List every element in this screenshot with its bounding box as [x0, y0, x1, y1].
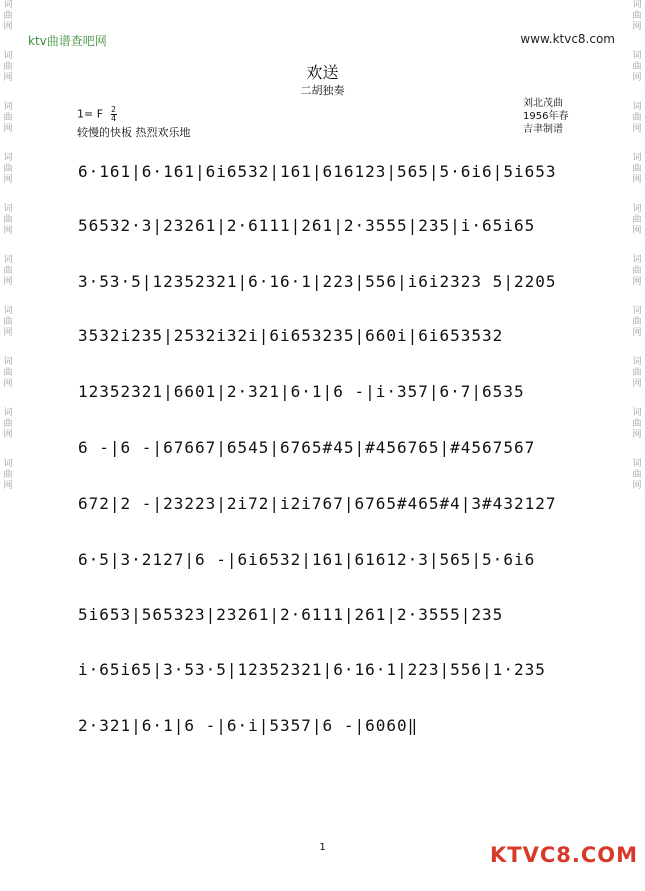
watermark-glyph: 网 [632, 481, 642, 491]
watermark-glyph: 曲 [3, 164, 13, 174]
watermark-glyph: 曲 [632, 164, 642, 174]
watermark-glyph: 网 [3, 277, 13, 287]
watermark-glyph: 网 [3, 22, 13, 32]
watermark-glyph: 词 [632, 102, 642, 112]
composer: 刘北茂曲 [523, 98, 563, 109]
watermark-glyph: 词 [3, 357, 13, 367]
watermark-glyph: 词 [632, 306, 642, 316]
watermark-glyph: 曲 [3, 11, 13, 21]
page-number: 1 [319, 842, 326, 853]
watermark-glyph: 网 [3, 379, 13, 389]
watermark-glyph: 网 [632, 73, 642, 83]
watermark-glyph: 词 [3, 0, 13, 10]
watermark-glyph: 词 [3, 459, 13, 469]
site-url-right: www.ktvc8.com [520, 32, 615, 46]
watermark-glyph: 曲 [632, 11, 642, 21]
watermark-glyph: 曲 [3, 368, 13, 378]
watermark-glyph: 词 [632, 204, 642, 214]
watermark-glyph: 词 [3, 51, 13, 61]
brand-logo: KTVC8.COM [490, 843, 639, 867]
score-title: 欢送 [306, 63, 339, 82]
watermark-glyph: 词 [632, 357, 642, 367]
notation-line-9: 5i653|565323|23261|2·6111|261|2·3555|235 [78, 605, 504, 624]
watermark-glyph: 网 [632, 277, 642, 287]
watermark-glyph: 曲 [632, 113, 642, 123]
watermark-glyph: 曲 [632, 368, 642, 378]
notation-line-6: 6 -|6 -|67667|6545|6765#45|#456765|#4567567 [78, 438, 536, 457]
notation-line-11: 2·321|6·1|6 -|6·i|5357|6 -|6060‖ [78, 716, 419, 735]
watermark-glyph: 曲 [632, 419, 642, 429]
watermark-glyph: 词 [632, 51, 642, 61]
watermark-group [3, 459, 12, 492]
watermark-glyph: 曲 [3, 317, 13, 327]
watermark-group [3, 153, 12, 186]
watermark-glyph: 词 [632, 153, 642, 163]
watermark-glyph: 词 [632, 459, 642, 469]
notation-line-1: 6·161|6·161|6i6532|161|616123|565|5·6i6|5i653 [78, 162, 557, 181]
watermark-glyph: 曲 [3, 215, 13, 225]
watermark-glyph: 网 [3, 226, 13, 236]
watermark-group [3, 255, 12, 288]
watermark-group [3, 102, 12, 135]
watermark-glyph: 词 [632, 408, 642, 418]
watermark-glyph: 词 [632, 0, 642, 10]
notation-line-7: 672|2 -|23223|2i72|i2i767|6765#465#4|3#432127 [78, 494, 557, 513]
key-signature [77, 106, 117, 123]
watermark-glyph: 网 [632, 175, 642, 185]
watermark-glyph: 网 [632, 328, 642, 338]
watermark-group [632, 102, 641, 135]
watermark-group [632, 306, 641, 339]
right-watermark-column [629, 0, 645, 891]
watermark-glyph: 网 [632, 226, 642, 236]
watermark-glyph: 词 [3, 102, 13, 112]
watermark-glyph: 网 [3, 175, 13, 185]
time-signature [111, 106, 117, 123]
watermark-glyph: 网 [632, 124, 642, 134]
watermark-group [632, 255, 641, 288]
watermark-glyph: 网 [632, 22, 642, 32]
watermark-group [3, 408, 12, 441]
watermark-group [3, 204, 12, 237]
watermark-glyph: 网 [3, 328, 13, 338]
watermark-glyph: 曲 [632, 215, 642, 225]
notation-line-10: i·65i65|3·53·5|12352321|6·16·1|223|556|1·235 [78, 660, 546, 679]
watermark-group [3, 357, 12, 390]
watermark-glyph: 曲 [632, 317, 642, 327]
watermark-glyph: 词 [3, 153, 13, 163]
watermark-group [632, 0, 641, 33]
score-subtitle: 二胡独奏 [300, 84, 345, 97]
watermark-glyph: 网 [632, 430, 642, 440]
watermark-glyph: 词 [3, 306, 13, 316]
watermark-glyph: 曲 [3, 266, 13, 276]
watermark-glyph: 曲 [3, 419, 13, 429]
watermark-glyph: 曲 [3, 62, 13, 72]
watermark-glyph: 曲 [3, 113, 13, 123]
watermark-group [632, 408, 641, 441]
watermark-group [632, 459, 641, 492]
watermark-glyph: 词 [3, 255, 13, 265]
watermark-group [3, 0, 12, 33]
watermark-glyph: 曲 [632, 470, 642, 480]
notation-line-3: 3·53·5|12352321|6·16·1|223|556|i6i2323 5|2205 [78, 272, 557, 291]
credits-block [523, 97, 568, 136]
notation-line-8: 6·5|3·2127|6 -|6i6532|161|61612·3|565|5·6i6 [78, 550, 536, 569]
composition-date: 1956年春 [523, 111, 569, 122]
key-label: 1= F [77, 107, 104, 121]
watermark-glyph: 网 [632, 379, 642, 389]
watermark-glyph: 曲 [3, 470, 13, 480]
time-bottom: 4 [111, 114, 117, 123]
watermark-glyph: 网 [3, 73, 13, 83]
arranger: 吉聿制谱 [523, 124, 563, 135]
watermark-glyph: 网 [3, 430, 13, 440]
watermark-glyph: 网 [3, 124, 13, 134]
time-top: 2 [111, 105, 117, 114]
watermark-group [632, 357, 641, 390]
watermark-glyph: 词 [3, 408, 13, 418]
left-watermark-column [0, 0, 16, 891]
watermark-glyph: 词 [3, 204, 13, 214]
watermark-group [632, 153, 641, 186]
notation-line-5: 12352321|6601|2·321|6·1|6 -|i·357|6·7|6535 [78, 382, 525, 401]
site-name-left: ktv曲谱查吧网 [28, 34, 107, 48]
watermark-glyph: 网 [3, 481, 13, 491]
watermark-glyph: 曲 [632, 62, 642, 72]
watermark-glyph: 词 [632, 255, 642, 265]
watermark-glyph: 曲 [632, 266, 642, 276]
watermark-group [632, 204, 641, 237]
notation-line-4: 3532i235|2532i32i|6i653235|660i|6i653532 [78, 326, 504, 345]
tempo-marking: 较慢的快板 热烈欢乐地 [77, 126, 191, 139]
watermark-group [3, 306, 12, 339]
notation-line-2: 56532·3|23261|2·6111|261|2·3555|235|i·65i65 [78, 216, 536, 235]
